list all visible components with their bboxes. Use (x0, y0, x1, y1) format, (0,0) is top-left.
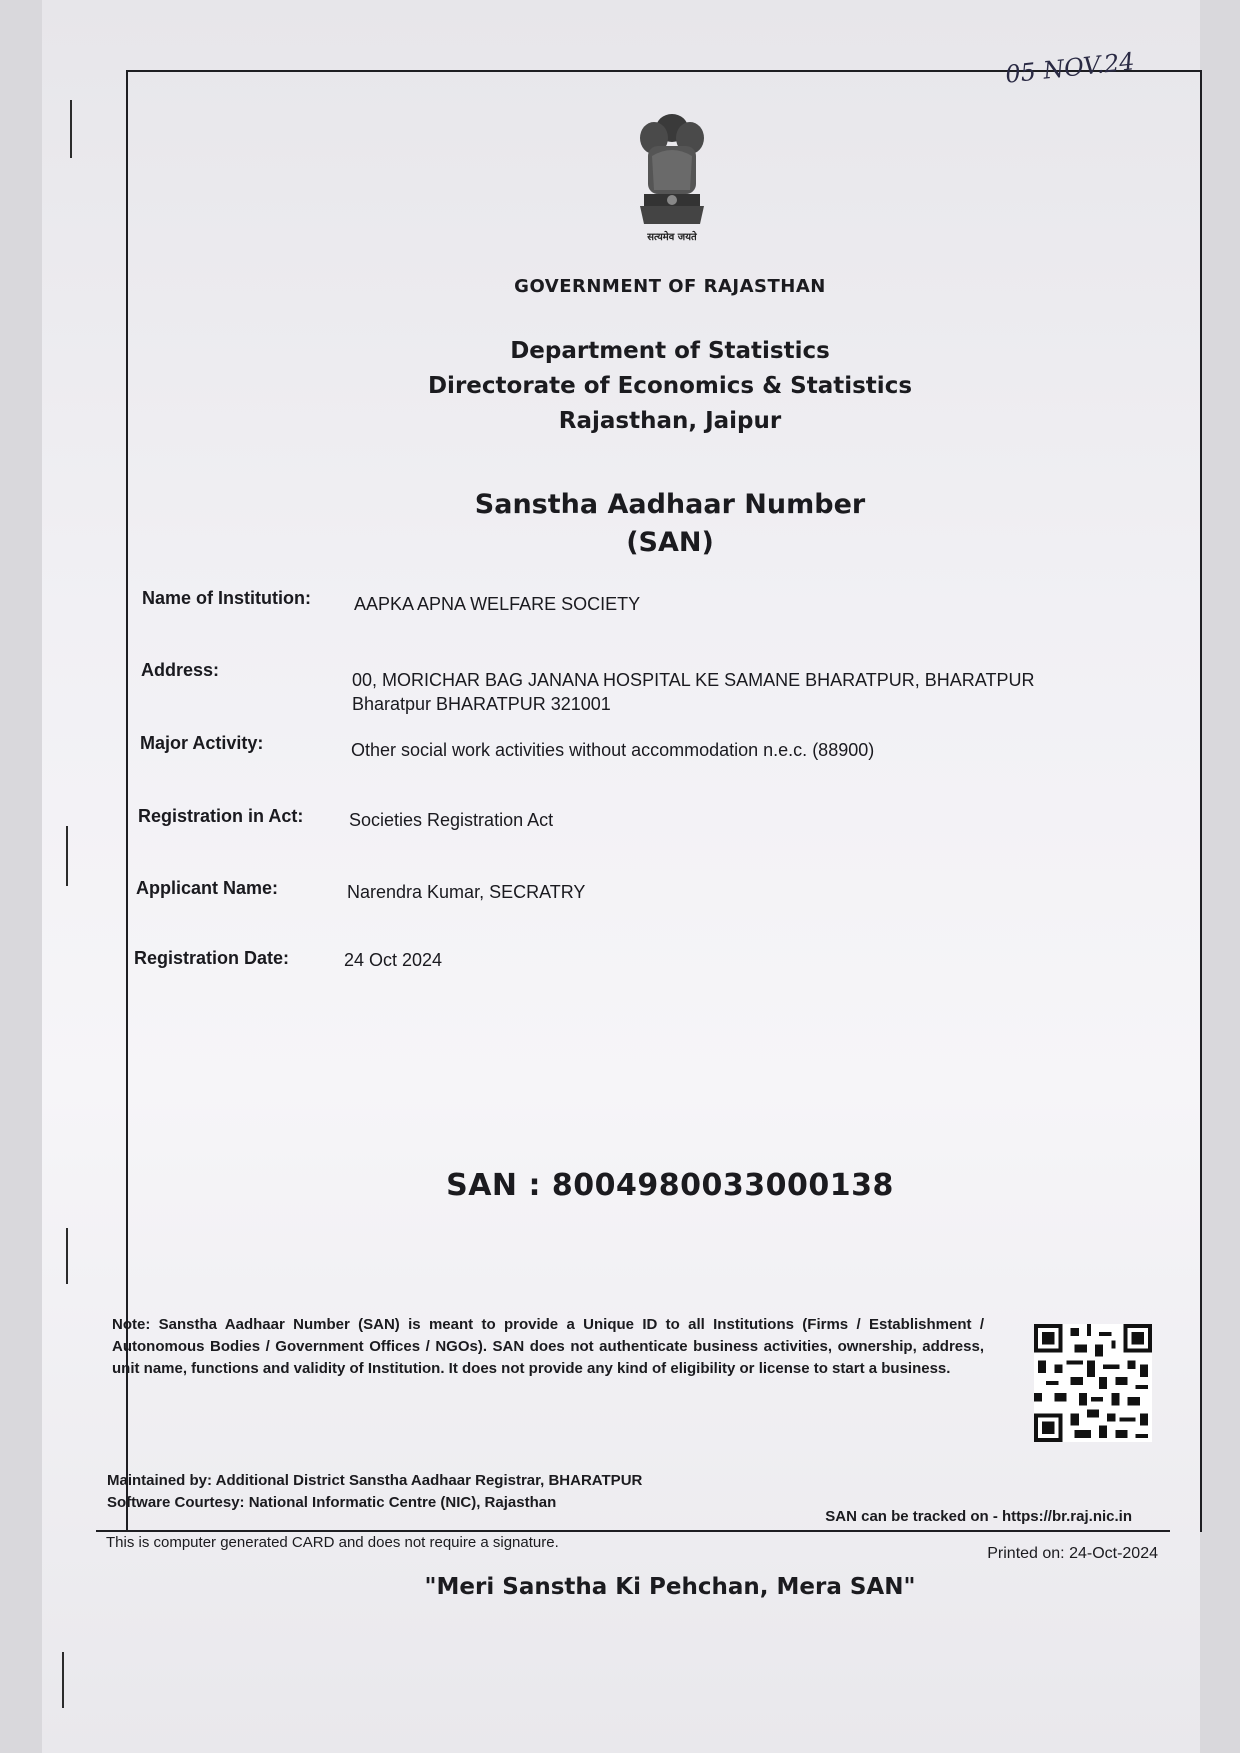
major-activity-label: Major Activity: (140, 733, 264, 753)
address-value-line-2: Bharatpur BHARATPUR 321001 (352, 694, 611, 714)
address-label: Address: (141, 660, 220, 680)
address-value-line-1: 00, MORICHAR BAG JANANA HOSPITAL KE SAMANE BHARATPUR, BHARATPUR (352, 670, 1035, 690)
national-emblem-icon (630, 106, 714, 246)
san-motto: "Meri Sanstha Ki Pehchan, Mera SAN" (424, 1574, 916, 1600)
applicant-name-value: Narendra Kumar, SECRATRY (347, 882, 586, 902)
institution-name-value: AAPKA APNA WELFARE SOCIETY (354, 594, 641, 614)
directorate-name: Directorate of Economics & Statistics (427, 373, 913, 399)
binder-mark (70, 100, 72, 158)
qr-code-icon (1034, 1324, 1152, 1442)
registration-date-label: Registration Date: (134, 948, 290, 968)
tracking-url: SAN can be tracked on - https://br.raj.nic.in (825, 1508, 1132, 1525)
title-line-1: Sanstha Aadhaar Number (474, 489, 866, 520)
department-location: Rajasthan, Jaipur (558, 408, 782, 434)
computer-generated-notice: This is computer generated CARD and does not require a signature. (106, 1534, 559, 1551)
software-courtesy: Software Courtesy: National Informatic Centre (NIC), Rajasthan (107, 1494, 557, 1511)
registration-act-value: Societies Registration Act (349, 810, 554, 830)
binder-mark (66, 826, 68, 886)
registration-date-value: 24 Oct 2024 (344, 950, 443, 970)
registration-act-label: Registration in Act: (138, 806, 304, 826)
applicant-name-label: Applicant Name: (136, 878, 279, 898)
title-line-2: (SAN) (626, 527, 714, 558)
binder-mark (62, 1652, 64, 1708)
printed-on-date: Printed on: 24-Oct-2024 (987, 1545, 1158, 1562)
document-title (300, 486, 1040, 562)
major-activity-value: Other social work activities without accommodation n.e.c. (88900) (351, 740, 875, 760)
emblem-motto: सत्यमेव जयते (647, 232, 697, 243)
handwritten-date: 05 NOV.24 (1003, 47, 1136, 89)
disclaimer-note: Note: Sanstha Aadhaar Number (SAN) is meant to provide a Unique ID to all Institutions (Firms / Establishment / Autonomous Bodies / Government Offices / NGOs). SAN does not authenticate business activities, ownership, address, unit name, functions and validity of Institution. It does not provide any kind of eligibility or license to start a business. (112, 1316, 984, 1377)
maintained-by: Maintained by: Additional District Sanstha Aadhaar Registrar, BHARATPUR (107, 1472, 643, 1489)
department-block (300, 334, 1040, 439)
department-name: Department of Statistics (510, 338, 830, 364)
san-number: SAN : 8004980033000138 (446, 1168, 894, 1203)
footer-divider (96, 1530, 1170, 1532)
government-name: GOVERNMENT OF RAJASTHAN (514, 276, 826, 297)
maintained-by-block (107, 1470, 642, 1514)
binder-mark (66, 1228, 68, 1284)
institution-name-label: Name of Institution: (142, 588, 311, 608)
